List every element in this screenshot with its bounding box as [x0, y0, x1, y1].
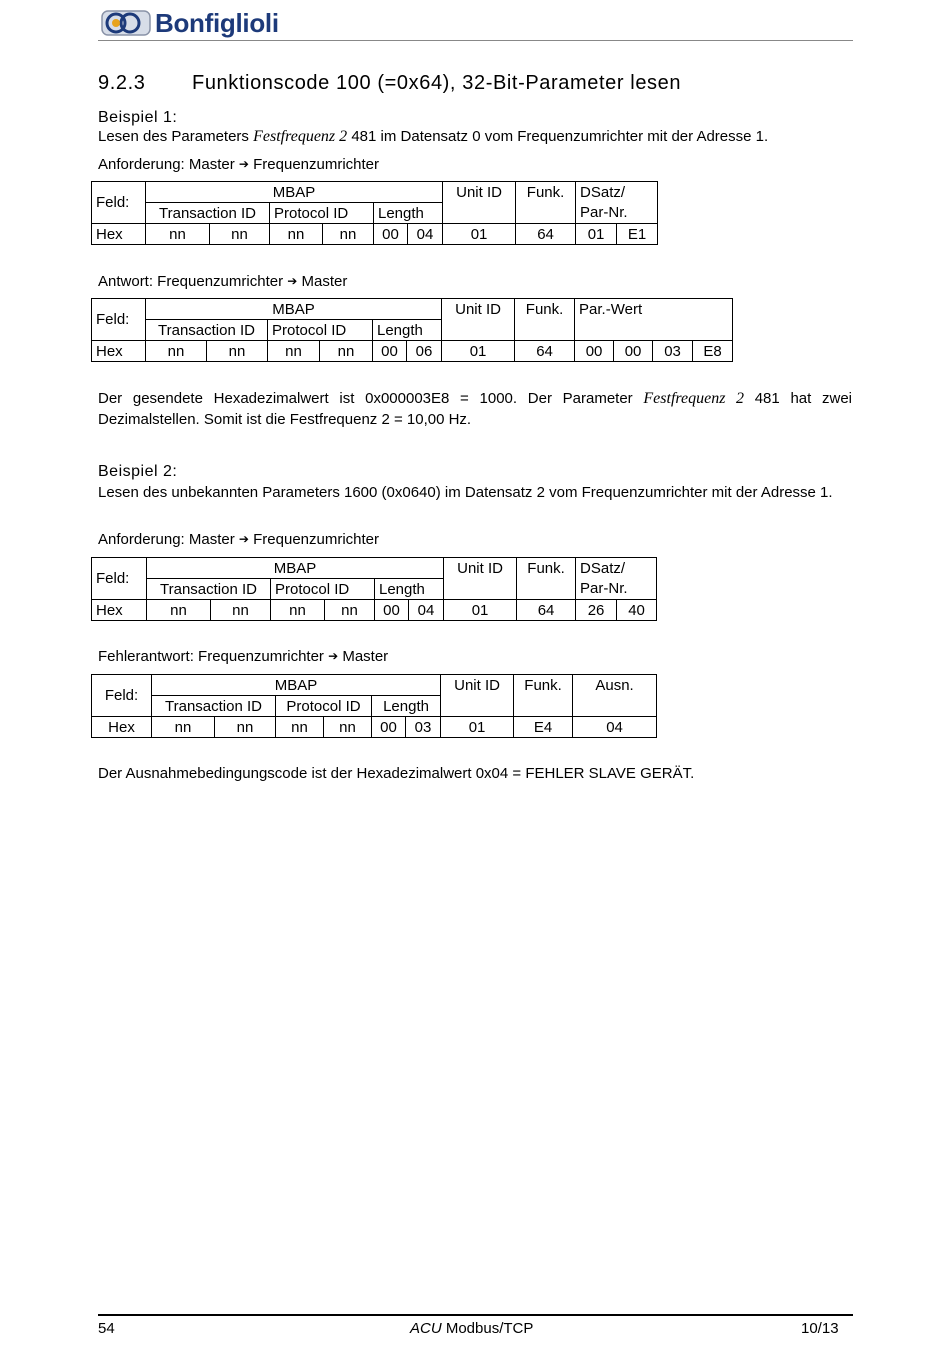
transaction-id-header: Transaction ID [146, 320, 268, 341]
example2-error-label [98, 648, 388, 665]
protocol-id-header: Protocol ID [268, 320, 373, 341]
table-row [92, 224, 658, 245]
hex-cell: 06 [407, 341, 442, 362]
section-title: Funktionscode 100 (=0x64), 32-Bit-Parameter lesen [192, 72, 682, 94]
text-fragment: Lesen des Parameters [98, 128, 254, 145]
hex-cell: nn [207, 341, 268, 362]
document-title [410, 1320, 533, 1337]
hex-cell: 64 [517, 600, 576, 621]
example1-result [98, 388, 852, 430]
par-nr-header: Par-Nr. [576, 579, 657, 600]
text-fragment: Modbus/TCP [441, 1320, 534, 1337]
hex-cell: nn [152, 717, 215, 738]
example2-request-table [91, 557, 657, 621]
text-fragment: Anforderung: Master [98, 156, 239, 173]
section-heading [98, 72, 681, 95]
hex-cell: 04 [409, 600, 444, 621]
example1-request-label [98, 156, 379, 173]
unit-id-header: Unit ID [442, 299, 515, 320]
empty-cell [517, 579, 576, 600]
par-wert-header: Par.-Wert [575, 299, 733, 320]
hex-cell: 04 [408, 224, 443, 245]
example1-description [98, 128, 768, 146]
hex-cell: 01 [442, 341, 515, 362]
arrow-right-icon: ➔ [287, 274, 298, 288]
example2-request-label [98, 531, 379, 548]
hex-cell: nn [270, 224, 323, 245]
unit-id-header: Unit ID [444, 558, 517, 579]
text-fragment: 481 hat zwei Dezimalstellen. Somit ist die Festfrequenz 2 = 10,00 Hz. [98, 390, 853, 428]
length-header: Length [372, 696, 441, 717]
mbap-header: MBAP [152, 675, 441, 696]
product-name: ACU [410, 1320, 442, 1337]
text-fragment: Frequenzumrichter [248, 156, 380, 173]
hex-label: Hex [92, 341, 146, 362]
hex-cell: 00 [614, 341, 653, 362]
logo-text: Bonfiglioli [155, 7, 279, 38]
hex-cell: 00 [575, 341, 614, 362]
text-fragment: Anforderung: Master [98, 531, 239, 548]
empty-cell [444, 579, 517, 600]
brand-logo [101, 6, 279, 40]
funk-header: Funk. [514, 675, 573, 696]
protocol-id-header: Protocol ID [276, 696, 372, 717]
text-fragment: Master [338, 648, 389, 665]
hex-cell: 00 [375, 600, 409, 621]
arrow-right-icon: ➔ [238, 532, 249, 546]
hex-cell: E1 [617, 224, 658, 245]
example1-response-label [98, 273, 347, 290]
hex-cell: 64 [516, 224, 576, 245]
parameter-name: Festfrequenz 2 [253, 128, 348, 145]
par-nr-header: Par-Nr. [576, 203, 658, 224]
hex-cell: 64 [515, 341, 575, 362]
text-fragment: Der gesendete Hexadezimalwert ist 0x000003E8 = 1000. Der Parameter [98, 390, 644, 407]
hex-cell: E8 [693, 341, 733, 362]
hex-cell: nn [215, 717, 276, 738]
length-header: Length [373, 320, 442, 341]
protocol-id-header: Protocol ID [270, 203, 374, 224]
empty-cell [442, 320, 515, 341]
hex-label: Hex [92, 600, 147, 621]
feld-label: Feld: [92, 675, 152, 717]
hex-cell: nn [276, 717, 324, 738]
arrow-right-icon: ➔ [238, 157, 249, 171]
table-row [92, 717, 657, 738]
parameter-name: Festfrequenz 2 [643, 390, 744, 407]
transaction-id-header: Transaction ID [152, 696, 276, 717]
hex-cell: 04 [573, 717, 657, 738]
dsatz-header: DSatz/ [576, 558, 657, 579]
hex-cell: nn [271, 600, 325, 621]
hex-cell: nn [323, 224, 374, 245]
hex-cell: 03 [653, 341, 693, 362]
funk-header: Funk. [516, 182, 576, 203]
ausn-header: Ausn. [573, 675, 657, 696]
hex-cell: 01 [576, 224, 617, 245]
example2-heading: Beispiel 2: [98, 463, 178, 480]
example1-heading: Beispiel 1: [98, 109, 178, 126]
feld-label: Feld: [92, 558, 147, 600]
text-fragment: Frequenzumrichter [248, 531, 380, 548]
length-header: Length [375, 579, 444, 600]
arrow-right-icon: ➔ [328, 649, 339, 663]
table-row [92, 341, 733, 362]
hex-cell: nn [211, 600, 271, 621]
hex-cell: 26 [576, 600, 617, 621]
section-number: 9.2.3 [98, 72, 146, 94]
feld-label: Feld: [92, 182, 146, 224]
header-divider [98, 40, 853, 41]
bonfiglioli-logo-icon [101, 8, 151, 38]
unit-id-header: Unit ID [441, 675, 514, 696]
funk-header: Funk. [517, 558, 576, 579]
hex-cell: nn [146, 341, 207, 362]
feld-label: Feld: [92, 299, 146, 341]
text-fragment: 481 im Datensatz 0 vom Frequenzumrichter mit der Adresse 1. [347, 128, 769, 145]
example2-error-table [91, 674, 657, 738]
text-fragment: Master [297, 273, 348, 290]
hex-cell: nn [147, 600, 211, 621]
hex-cell: nn [268, 341, 320, 362]
hex-cell: 01 [444, 600, 517, 621]
transaction-id-header: Transaction ID [147, 579, 271, 600]
page-number: 54 [98, 1320, 115, 1337]
empty-cell [515, 320, 575, 341]
empty-cell [443, 203, 516, 224]
hex-cell: nn [325, 600, 375, 621]
hex-cell: 00 [373, 341, 407, 362]
hex-cell: 00 [372, 717, 406, 738]
text-fragment: Fehlerantwort: Frequenzumrichter [98, 648, 329, 665]
hex-label: Hex [92, 717, 152, 738]
empty-cell [575, 320, 733, 341]
footer-divider [98, 1314, 853, 1316]
mbap-header: MBAP [146, 182, 443, 203]
transaction-id-header: Transaction ID [146, 203, 270, 224]
hex-cell: nn [210, 224, 270, 245]
empty-cell [514, 696, 573, 717]
hex-cell: nn [320, 341, 373, 362]
example1-request-table [91, 181, 658, 245]
mbap-header: MBAP [146, 299, 442, 320]
protocol-id-header: Protocol ID [271, 579, 375, 600]
hex-cell: 01 [441, 717, 514, 738]
length-header: Length [374, 203, 443, 224]
funk-header: Funk. [515, 299, 575, 320]
example1-response-table [91, 298, 733, 362]
example2-description: Lesen des unbekannten Parameters 1600 (0x0640) im Datensatz 2 vom Frequenzumrichter mit der Adresse 1. [98, 484, 833, 501]
text-fragment: Antwort: Frequenzumrichter [98, 273, 288, 290]
example2-result: Der Ausnahmebedingungscode ist der Hexadezimalwert 0x04 = FEHLER SLAVE GERÄT. [98, 765, 695, 782]
hex-cell: nn [324, 717, 372, 738]
unit-id-header: Unit ID [443, 182, 516, 203]
empty-cell [573, 696, 657, 717]
hex-cell: nn [146, 224, 210, 245]
mbap-header: MBAP [147, 558, 444, 579]
hex-label: Hex [92, 224, 146, 245]
table-row [92, 600, 657, 621]
empty-cell [516, 203, 576, 224]
document-date: 10/13 [801, 1320, 839, 1337]
hex-cell: 03 [406, 717, 441, 738]
hex-cell: 40 [617, 600, 657, 621]
empty-cell [441, 696, 514, 717]
dsatz-header: DSatz/ [576, 182, 658, 203]
hex-cell: 01 [443, 224, 516, 245]
hex-cell: E4 [514, 717, 573, 738]
hex-cell: 00 [374, 224, 408, 245]
